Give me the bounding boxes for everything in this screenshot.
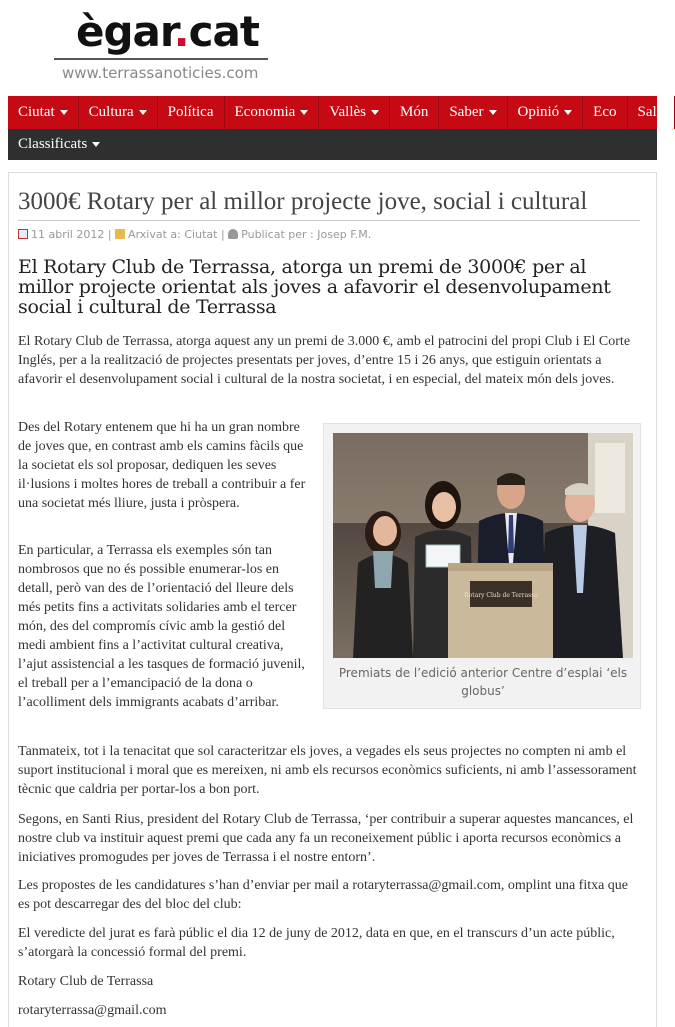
main-nav [8,96,665,129]
nav-label: Opinió [517,104,560,120]
nav-item-eco[interactable] [583,96,627,129]
site-logo[interactable] [76,6,259,58]
nav-item-cultura[interactable] [79,96,158,129]
award-photo[interactable] [333,433,633,658]
meta-separator: | [107,228,116,241]
secondary-nav [8,129,657,160]
nav-item-mon[interactable] [390,96,439,129]
archived-label: Arxivat a: [128,228,181,241]
chevron-down-icon [92,142,100,147]
nav-label: Classificats [18,136,88,152]
logo-tld: cat [188,7,259,56]
paragraph-1: El Rotary Club de Terrassa, atorga aquest any un premi de 3.000 €, amb el patrocini del propi Club i El Corte Inglés, per a la realització de projectes presentats per joves, d’entre 15 i 26 anys, que estiguin orientats a afavorir el desenvolupament social i cultural de la nostra societat, i en especial, del mateix món dels joves. [18,334,631,387]
nav-item-opinio[interactable] [508,96,584,129]
site-header [0,0,657,96]
paragraph-2: Des del Rotary entenem que hi ha un gran nombre de joves que, en contrast amb els camins fàcils que la societat els sol proposar, dediquen les seves il·lusions i moltes hores de treball a contribuir a fer una societat més lliure, justa i pròspera. [18,420,306,511]
nav-label: Economia [234,104,296,120]
podium-sign: Rotary Club de Terrassa [464,592,538,599]
nav-label: Eco [593,104,617,120]
nav-item-politica[interactable] [158,96,225,129]
chevron-down-icon [300,110,308,115]
logo-dot: . [173,7,189,56]
nav-item-saber[interactable] [439,96,507,129]
nav-label: Món [400,104,429,120]
nav-label: Ciutat [18,104,55,120]
photo-figure [323,423,641,709]
paragraph-6: Les propostes de les candidatures s’han d’enviar per mail a rotaryterrassa@gmail.com, omplint una fitxa que es pot descarregar des del bloc del club: [18,878,629,912]
email-text: rotaryterrassa@gmail.com [18,1003,167,1018]
nav-item-economia[interactable] [225,96,320,129]
author-name[interactable]: Josep F.M. [317,228,372,241]
paragraph-3: En particular, a Terrassa els exemples són tan nombrosos que no és possible enumerar-los en detall, però van des de l’orientació del lleure dels més petits fins a activitats solidaries amb el tercer món, des del compromís cívic amb la gestió del medi ambient fins a l’activitat cultural creativa, l’ajut assistencial a les tasques de formació juvenil, el treball per a l’emancipació de la dona o l’acolliment dels immigrants acabats d’arribar. [18,543,305,710]
logo-text: ègar [76,7,174,56]
published-label: Publicat per : [241,228,314,241]
nav-item-salut[interactable] [628,96,675,129]
paragraph-4: Tanmateix, tot i la tenacitat que sol caracteritzar els joves, a vegades els seus projectes no compten ni amb el suport institucional i moral que es mereixen, ni amb els recursos econòmics suficients, ni amb l’assessorament tècnic que caldria per portar-los a bon port. [18,744,637,797]
chevron-down-icon [371,110,379,115]
folder-icon [115,229,125,239]
paragraph-7: El veredicte del jurat es farà públic el dia 12 de juny de 2012, data en que, en el transcurs d’un acte públic, s’atorgarà la concessió formal del premi. [18,926,615,960]
photo-caption: Premiats de l’edició anterior Centre d’esplai ‘els globus’ [338,666,628,698]
nav-label: Salu [637,104,665,120]
chevron-down-icon [60,110,68,115]
rotary-club-link[interactable]: Rotary Club de Terrassa [18,974,154,989]
article-meta [18,227,371,243]
nav-label: Cultura [88,104,134,120]
nav-label: Saber [449,104,484,120]
category-link[interactable]: Ciutat [184,228,218,241]
nav-item-classificats[interactable] [8,129,110,160]
article-date: 11 abril 2012 [31,228,105,241]
chevron-down-icon [489,110,497,115]
chevron-down-icon [139,110,147,115]
paragraph-5: Segons, en Santi Rius, president del Rotary Club de Terrassa, ‘per contribuir a superar aquestes mancances, el nostre club va instituir aquest premi que cada any fa un reconeixement públic i aporta recursos econòmics a iniciatives promogudes per joves de Terrassa i el nostre entorn’. [18,812,634,865]
nav-item-ciutat[interactable] [8,96,79,129]
calendar-icon [18,229,28,239]
site-url[interactable]: www.terrassanoticies.com [62,64,259,82]
logo-underline [54,58,268,60]
user-icon [228,229,238,239]
chevron-down-icon [564,110,572,115]
meta-separator: | [220,228,229,241]
nav-label: Vallès [329,104,366,120]
article-subtitle: El Rotary Club de Terrassa, atorga un premi de 3000€ per al millor projecte orientat als joves a afavorir el desenvolupament social i cultural de Terrassa [18,256,611,318]
title-divider [18,220,640,221]
nav-label: Política [167,104,214,120]
nav-item-valles[interactable] [319,96,390,129]
article-title[interactable]: 3000€ Rotary per al millor projecte jove, social i cultural [18,188,588,215]
